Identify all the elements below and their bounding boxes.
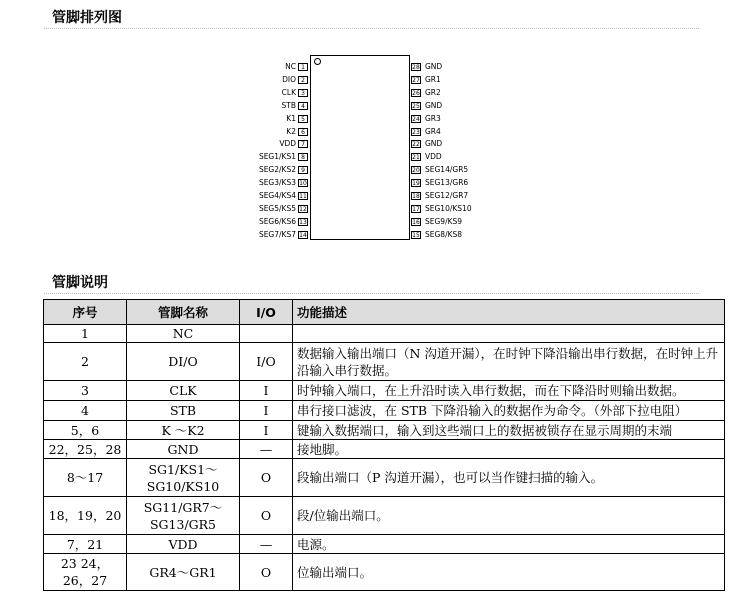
- pin1-marker-icon: [314, 58, 321, 65]
- header-function: 功能描述: [293, 300, 725, 325]
- cell-io: I: [240, 381, 293, 401]
- pin-number-left: 13: [299, 218, 307, 226]
- pin-number-right: 16: [412, 218, 420, 226]
- pin-number-left: 10: [299, 180, 307, 188]
- table-row: [44, 401, 725, 421]
- cell-pin-name: SG11/GR7～SG13/GR5: [127, 497, 240, 535]
- divider: [44, 28, 699, 29]
- table-row: [44, 343, 725, 381]
- table-row: [44, 554, 725, 591]
- divider: [44, 293, 699, 294]
- cell-function: 键输入数据端口，输入到这些端口上的数据被锁存在显示周期的末端: [293, 421, 725, 440]
- pin-label-left: SEG1/KS1: [258, 152, 296, 162]
- cell-function: 接地脚。: [293, 440, 725, 459]
- pin-number-left: 7: [298, 140, 308, 148]
- pin-label-left: DIO: [282, 74, 296, 84]
- cell-no: 3: [44, 381, 127, 401]
- cell-io: —: [240, 535, 293, 554]
- pin-number-left: 12: [299, 205, 307, 213]
- pin-label-left: SEG7/KS7: [258, 229, 296, 239]
- pin-label-left: SEG4/KS4: [258, 191, 296, 200]
- table-row: [44, 381, 725, 401]
- pin-number-left: 1: [298, 63, 308, 71]
- pin-number-right: 17: [412, 205, 420, 213]
- pin-number-left: 3: [298, 89, 308, 97]
- table-row: [44, 421, 725, 440]
- cell-no: 8～17: [44, 459, 127, 497]
- pin-label-right: SEG14/GR5: [425, 165, 469, 175]
- pin-label-right: GR3: [425, 113, 441, 123]
- pin-number-right: 24: [412, 115, 420, 123]
- pin-label-left: VDD: [279, 139, 296, 149]
- pin-label-left: SEG2/KS2: [258, 165, 296, 175]
- pin-label-right: SEG8/KS8: [425, 229, 463, 239]
- pin-label-right: GND: [425, 139, 443, 149]
- cell-io: O: [240, 459, 293, 497]
- chip-body: [310, 55, 410, 240]
- cell-function: 电源。: [293, 535, 725, 554]
- pin-label-left: SEG5/KS5: [258, 203, 296, 213]
- cell-pin-name: STB: [127, 401, 240, 421]
- pin-label-right: SEG13/GR6: [425, 178, 469, 188]
- section-title-pin-arrangement: 管脚排列图: [52, 10, 122, 26]
- pin-label-right: GND: [425, 62, 443, 71]
- pin-number-right: 23: [412, 128, 420, 136]
- cell-no: 1: [44, 325, 127, 343]
- pin-number-left: 6: [298, 128, 308, 136]
- pin-label-left: STB: [281, 100, 296, 110]
- pin-description-table: [43, 299, 725, 591]
- cell-pin-name: K ～K2: [127, 421, 240, 440]
- cell-no: 4: [44, 401, 127, 421]
- cell-io: O: [240, 554, 293, 591]
- pin-number-right: 25: [412, 102, 420, 110]
- pin-number-right: 22: [412, 141, 420, 149]
- cell-pin-name: VDD: [127, 535, 240, 554]
- cell-io: I: [240, 421, 293, 440]
- pin-number-right: 20: [412, 167, 420, 175]
- cell-io: —: [240, 440, 293, 459]
- table-row: [44, 325, 725, 343]
- pin-number-left: 4: [298, 102, 308, 110]
- cell-function: 段/位输出端口。: [293, 497, 725, 535]
- table-body: [44, 325, 725, 591]
- cell-io: I: [240, 401, 293, 421]
- pin-label-right: SEG10/KS10: [425, 203, 472, 213]
- header-io: I/O: [240, 300, 293, 325]
- cell-no: 5，6: [44, 421, 127, 440]
- cell-function: [293, 325, 725, 343]
- pin-number-left: 9: [298, 166, 308, 174]
- cell-io: [240, 325, 293, 343]
- cell-no: 7，21: [44, 535, 127, 554]
- pin-label-left: K2: [286, 126, 296, 136]
- pin-number-right: 21: [412, 154, 420, 162]
- pin-label-right: SEG9/KS9: [425, 216, 463, 226]
- cell-pin-name: GND: [127, 440, 240, 459]
- pin-number-right: 19: [412, 180, 420, 188]
- pin-number-right: 15: [412, 231, 420, 239]
- cell-function: 位输出端口。: [293, 554, 725, 591]
- pin-number-right: 27: [412, 76, 420, 84]
- cell-no: 22，25，28: [44, 440, 127, 459]
- table-header-row: [44, 300, 725, 325]
- pin-label-right: GR2: [425, 87, 441, 97]
- cell-no: 2: [44, 343, 127, 381]
- pin-label-left: SEG3/KS3: [258, 178, 296, 188]
- cell-function: 段输出端口（P 沟道开漏），也可以当作键扫描的输入。: [293, 459, 725, 497]
- cell-pin-name: DI/O: [127, 343, 240, 381]
- pin-number-left: 2: [298, 76, 308, 84]
- pin-label-right: GR4: [425, 126, 441, 136]
- pin-number-left: 11: [299, 193, 307, 200]
- pin-number-left: 8: [298, 153, 308, 161]
- table-row: [44, 459, 725, 497]
- table-row: [44, 440, 725, 459]
- section-title-pin-description: 管脚说明: [52, 275, 108, 291]
- table-row: [44, 535, 725, 554]
- cell-io: O: [240, 497, 293, 535]
- pin-number-right: 28: [412, 64, 420, 71]
- pin-label-right: GND: [425, 100, 443, 110]
- pin-label-right: VDD: [425, 152, 442, 162]
- pin-number-left: 14: [299, 231, 307, 239]
- cell-function: 串行接口滤波，在 STB 下降沿输入的数据作为命令。（外部下拉电阻）: [293, 401, 725, 421]
- cell-no: 23 24，26，27: [44, 554, 127, 591]
- cell-function: 时钟输入端口，在上升沿时读入串行数据，而在下降沿时则输出数据。: [293, 381, 725, 401]
- pin-label-left: CLK: [281, 87, 296, 97]
- cell-pin-name: SG1/KS1～SG10/KS10: [127, 459, 240, 497]
- pin-label-left: NC: [285, 62, 296, 71]
- pin-label-right: GR1: [425, 74, 441, 84]
- table-row: [44, 497, 725, 535]
- cell-io: I/O: [240, 343, 293, 381]
- cell-no: 18，19，20: [44, 497, 127, 535]
- cell-pin-name: CLK: [127, 381, 240, 401]
- pin-label-right: SEG12/GR7: [425, 191, 469, 200]
- pin-number-left: 5: [298, 115, 308, 123]
- pin-label-left: SEG6/KS6: [258, 216, 296, 226]
- cell-function: 数据输入输出端口（N 沟道开漏），在时钟下降沿输出串行数据，在时钟上升沿输入串行数据。: [293, 343, 725, 381]
- pin-label-left: K1: [286, 113, 296, 123]
- header-no: 序号: [44, 300, 127, 325]
- pin-number-right: 26: [412, 89, 420, 97]
- pin-number-right: 18: [412, 193, 420, 200]
- cell-pin-name: NC: [127, 325, 240, 343]
- header-pin-name: 管脚名称: [127, 300, 240, 325]
- cell-pin-name: GR4～GR1: [127, 554, 240, 591]
